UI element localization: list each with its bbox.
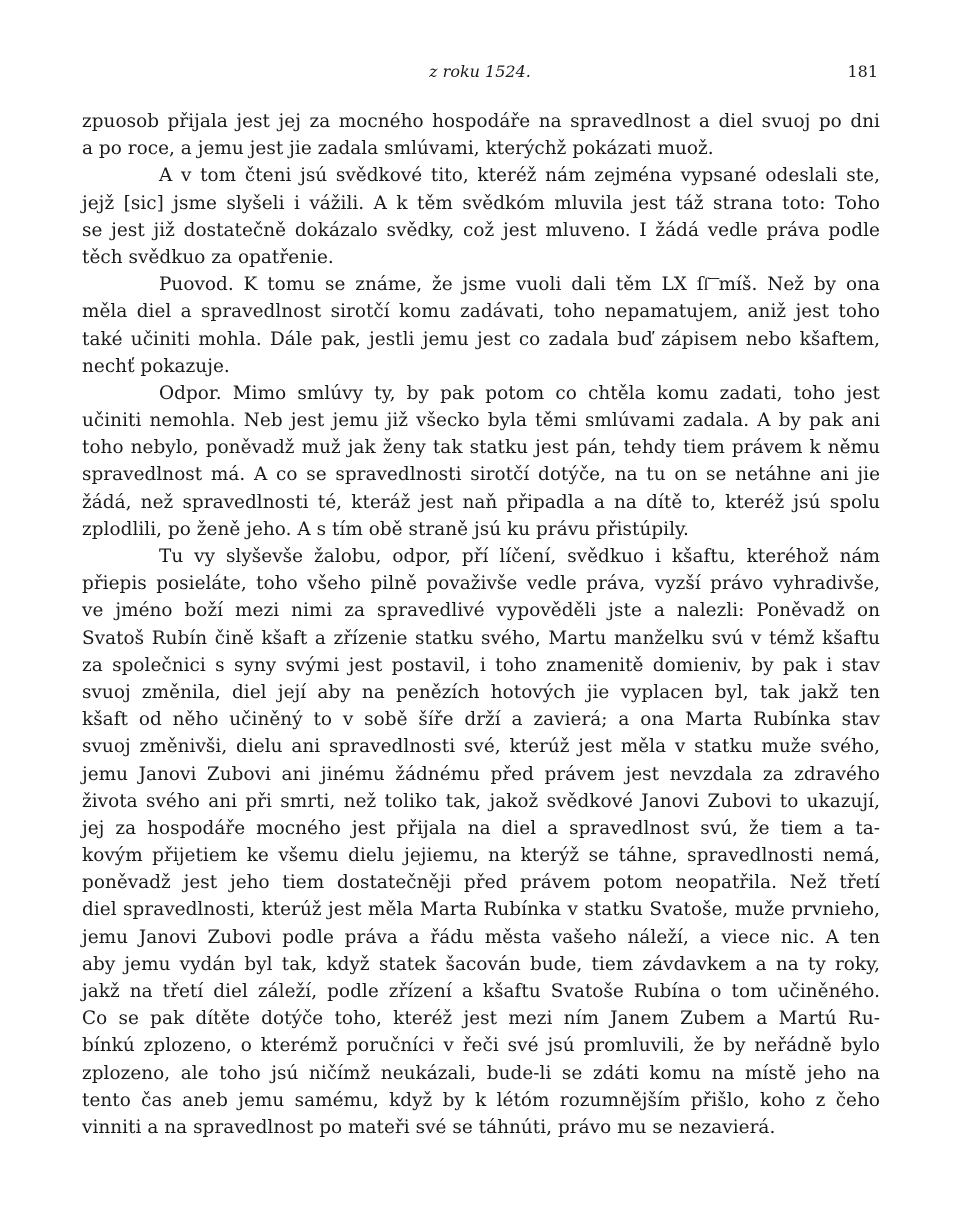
- text-line: Svatoš Rubín čině kšaft a zřízenie statku svého, Martu manželku svú v témž kšaftu: [82, 627, 880, 649]
- text-line: poněvadž jest jeho tiem dostatečněji před právem potom neopatřila. Než třetí: [82, 872, 880, 894]
- text-line: se jest již dostatečně dokázalo svědky, což jest mluveno. I žádá vedle práva podle: [82, 219, 880, 241]
- running-head: [80, 62, 880, 86]
- text-line: ve jméno boží mezi nimi za spravedlivé vypověděli jste a nalezli: Poněvadž on: [82, 600, 880, 622]
- body-text: [82, 108, 880, 1141]
- text-line: jej za hospodáře mocného jest přijala na diel a spravedlnost svú, že tiem a ta-: [82, 817, 880, 839]
- text-line: Co se pak dítěte dotýče toho, kteréž jest mezi ním Janem Zubem a Martú Ru-: [82, 1008, 880, 1030]
- text-line: jemu Janovi Zubovi ani jinému žádnému před právem jest nevzdala za zdravého: [82, 763, 880, 785]
- text-line: svuoj změnivši, dielu ani spravedlnosti své, kterúž jest měla v statku muže svého,: [82, 736, 880, 758]
- text-line: měla diel a spravedlnost sirotčí komu zadávati, toho nepamatujem, aniž jest toho: [82, 301, 880, 323]
- running-title: z roku 1524.: [429, 62, 531, 81]
- text-line: jemu Janovi Zubovi podle práva a řádu města vašeho náleží, a viece nic. A ten: [82, 926, 880, 948]
- text-line: tento čas aneb jemu samému, když by k létóm rozumnějším přišlo, koho z čeho: [82, 1089, 880, 1111]
- text-line: a po roce, a jemu jest jie zadala smlúvami, kterýchž pokázati muož.: [82, 138, 714, 160]
- text-line: přiepis posieláte, toho všeho pilně považivše vedle práva, vyzší právo vyhradivše,: [82, 573, 880, 595]
- text-line: života svého ani při smrti, než toliko tak, jakož svědkové Janovi Zubovi to ukazují,: [82, 790, 880, 812]
- text-line: svuoj změnila, diel její aby na penězích hotových jie vyplacen byl, tak jakž ten: [82, 681, 880, 703]
- text-line: nechť pokazuje.: [82, 355, 230, 377]
- text-line: jejž [sic] jsme slyšeli i vážili. A k těm svědkóm mluvila jest táž strana toto: Toho: [82, 192, 880, 214]
- text-line: bínkú zplozeno, o kterémž poručníci v řeči své jsú promluvili, že by neřádně bylo: [82, 1035, 880, 1057]
- text-line: zplozeno, ale toho jsú ničímž neukázali, bude-li se zdáti komu na místě jeho na: [82, 1062, 880, 1084]
- text-line: vinniti a na spravedlnost po mateři své se táhnúti, právo mu se nezavierá.: [82, 1116, 776, 1138]
- text-line: těch svědkuo za opatřenie.: [82, 246, 334, 268]
- text-line: spravedlnost má. A co se spravedlnosti sirotčí dotýče, na tu on se netáhne ani jie: [82, 464, 880, 486]
- text-line: jakž na třetí diel záleží, podle zřízení a kšaftu Svatoše Rubína o tom učiněného.: [82, 981, 880, 1002]
- text-line: Tu vy slyševše žalobu, odpor, pří líčení, svědkuo i kšaftu, kteréhož nám: [159, 546, 880, 567]
- text-line: Odpor. Mimo smlúvy ty, by pak potom co chtěla komu zadati, toho jest: [159, 382, 880, 404]
- text-line: diel spravedlnosti, kterúž jest měla Marta Rubínka v statku Svatoše, muže prvnieho,: [82, 899, 880, 921]
- text-line: také učiniti mohla. Dále pak, jestli jemu jest co zadala buď zápisem nebo kšaftem,: [82, 328, 880, 350]
- text-line: zpuosob přijala jest jej za mocného hospodáře na spravedlnost a diel svuoj po dni: [82, 111, 880, 132]
- text-line: aby jemu vydán byl tak, když statek šacován bude, tiem závdavkem a na ty roky,: [82, 953, 880, 975]
- page-number: 181: [847, 62, 878, 81]
- text-line: kšaft od něho učiněný to v sobě šíře drží a zavierá; a ona Marta Rubínka stav: [82, 709, 880, 731]
- text-line: učiniti nemohla. Neb jest jemu již všecko byla těmi smlúvami zadala. A by pak ani: [82, 410, 880, 432]
- text-line: Puovod. K tomu se známe, že jsme vuoli dali těm LX ſſ͞ míš. Než by ona: [159, 274, 880, 296]
- text-line: žádá, než spravedlnosti té, kteráž jest naň připadla a na dítě to, kteréž jsú spolu: [82, 491, 880, 513]
- text-line: A v tom čteni jsú svědkové tito, kteréž nám zejména vypsané odeslali ste,: [159, 165, 880, 187]
- text-line: zplodlili, po ženě jeho. A s tím obě straně jsú ku právu přistúpily.: [82, 518, 689, 540]
- text-line: za společnici s syny svými jest postavil, i toho znamenitě domieniv, by pak i stav: [82, 654, 880, 676]
- text-line: toho nebylo, poněvadž muž jak ženy tak statku jest pán, tehdy tiem právem k němu: [82, 437, 880, 459]
- text-line: kovým přijetiem ke všemu dielu jejiemu, na kterýž se táhne, spravedlnosti nemá,: [82, 845, 880, 867]
